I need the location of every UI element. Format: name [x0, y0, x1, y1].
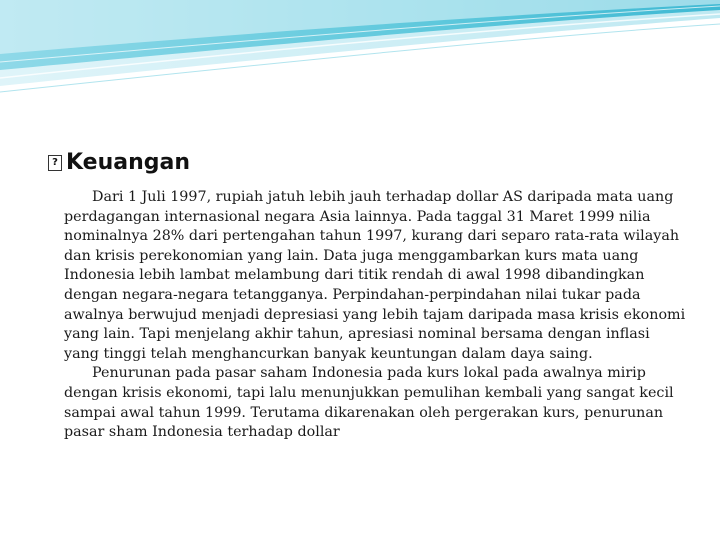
paragraph-2: Penurunan pada pasar saham Indonesia pada kurs lokal pada awalnya mirip dengan krisis ekonomi, tapi lalu menunjukkan pemulihan kembali yang sangat kecil sampai awal tahun 1999. Terutama dikarenakan oleh pergerakan kurs, penurunan pasar sham Indonesia terhadap dollar: [64, 365, 674, 441]
decorative-wave-band: [0, 0, 720, 100]
heading-text: Keuangan: [66, 150, 191, 175]
slide-content: [48, 148, 688, 443]
slide-heading: [48, 148, 688, 178]
wave-graphic: [0, 0, 720, 100]
paragraph-1: Dari 1 Juli 1997, rupiah jatuh lebih jauh terhadap dollar AS daripada mata uang perdagangan internasional negara Asia lainnya. Pada taggal 31 Maret 1999 nilia nominalnya 28% dari pertengahan tahun 1997, kurang dari separo rata-rata wilayah dan krisis perekonomian yang lain. Data juga menggambarkan kurs mata uang Indonesia lebih lambat melambung dari titik rendah di awal 1998 dibandingkan dengan negara-negara tetangganya. Perpindahan-perpindahan nilai tukar pada awalnya berwujud menjadi depresiasi yang lebih tajam daripada masa krisis ekonomi yang lain. Tapi menjelang akhir tahun, apresiasi nominal bersama dengan inflasi yang tinggi telah menghancurkan banyak keuntungan dalam daya saing.: [64, 189, 686, 362]
missing-glyph-bullet-icon: ?: [48, 155, 62, 171]
